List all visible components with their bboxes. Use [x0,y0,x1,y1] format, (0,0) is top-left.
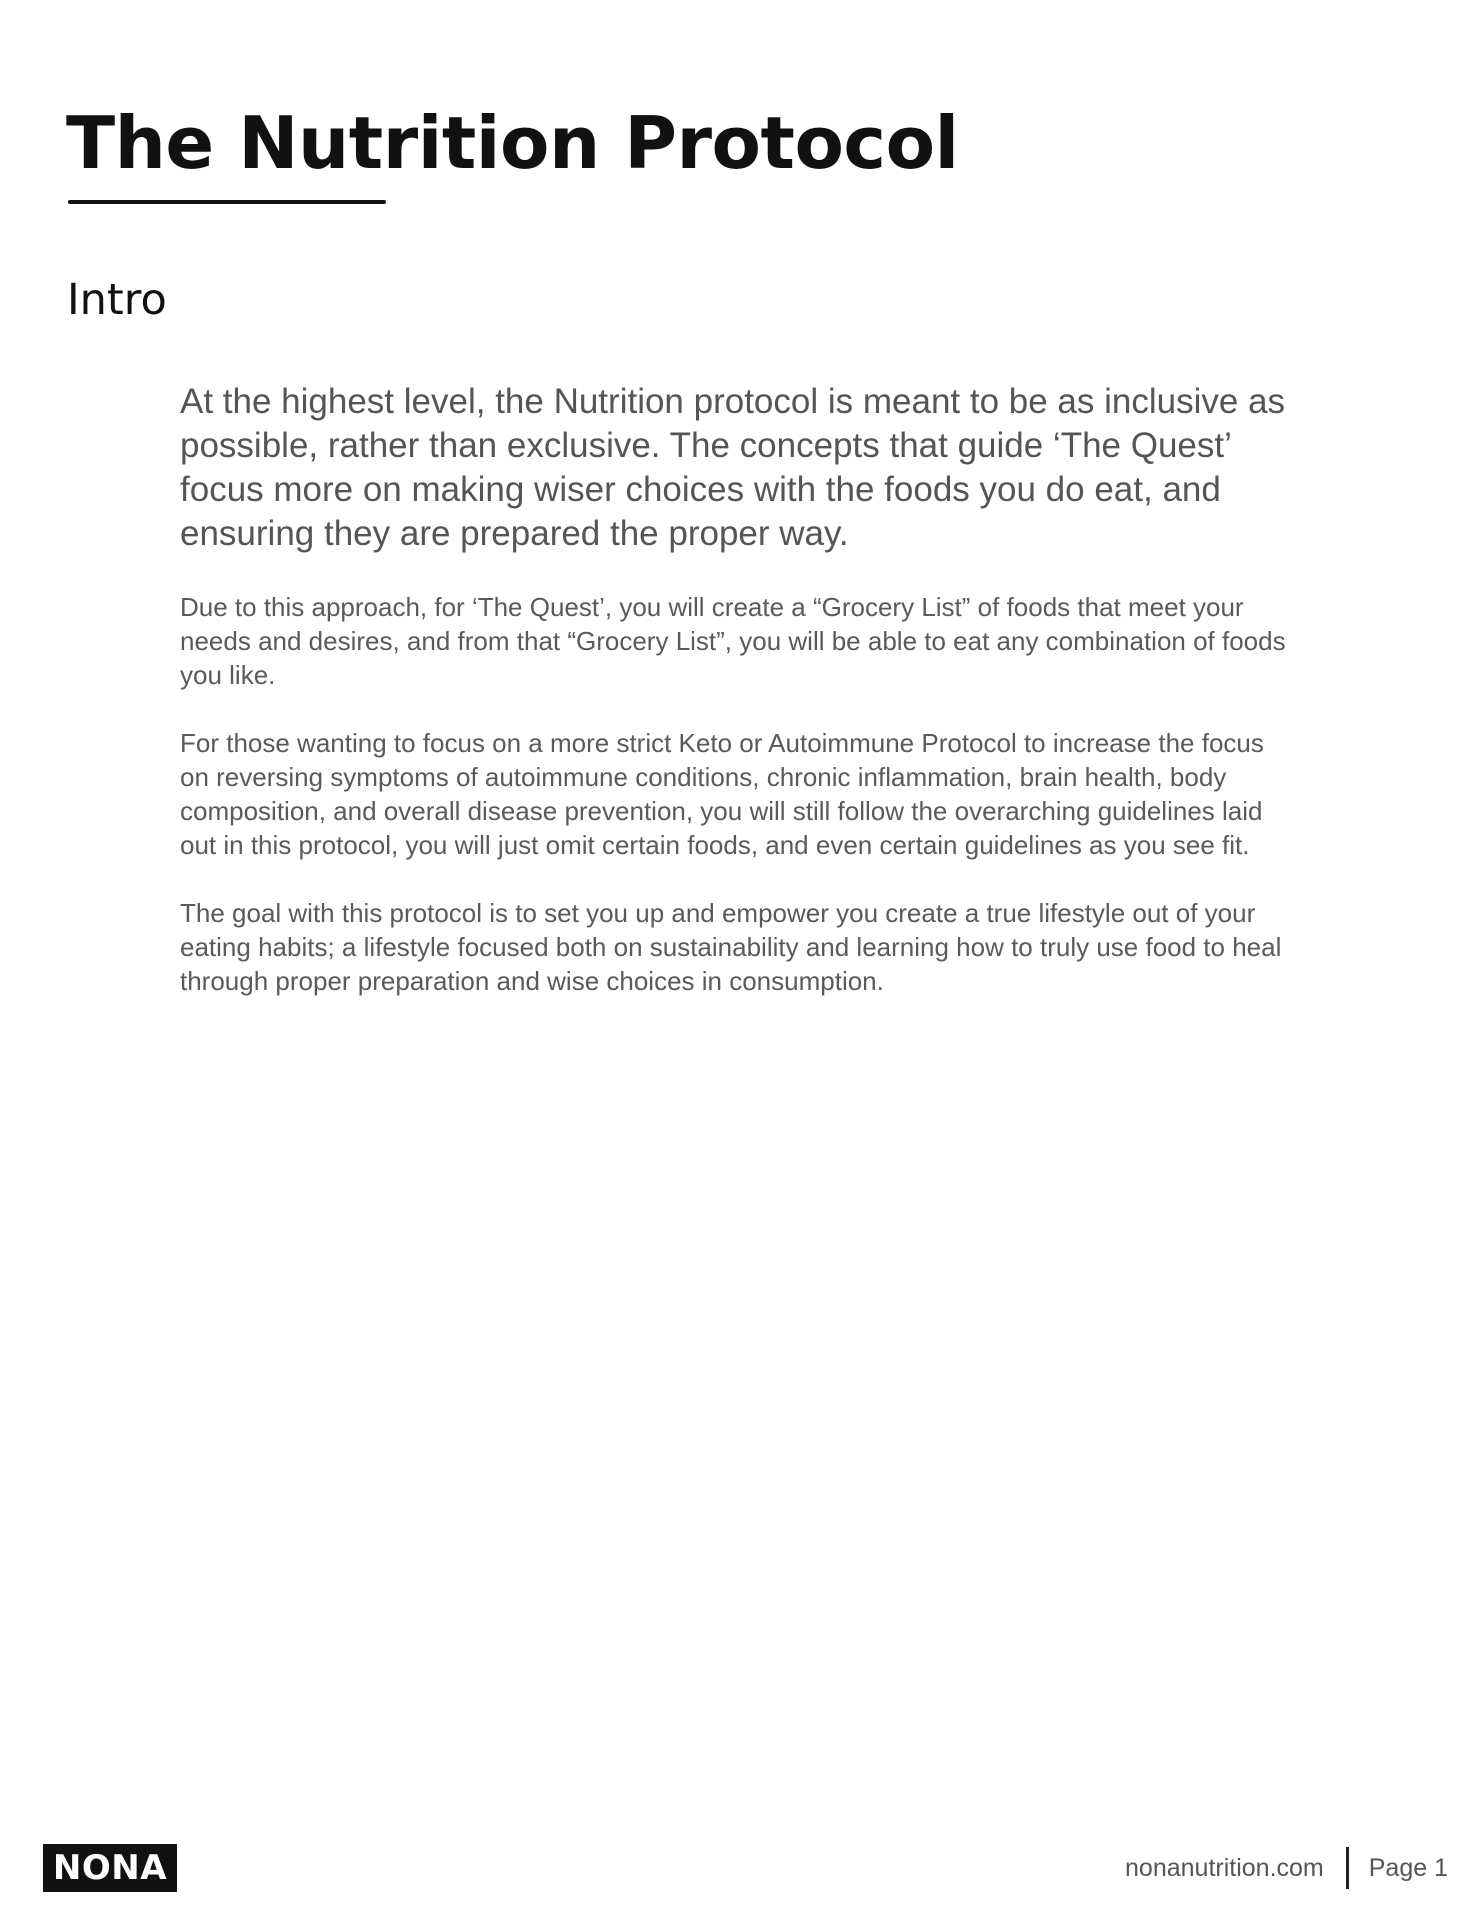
page-title: The Nutrition Protocol [66,101,959,185]
website-link[interactable]: nonanutrition.com [1125,1853,1324,1882]
intro-content [180,380,1300,1032]
body-paragraph: For those wanting to focus on a more strict Keto or Autoimmune Protocol to increase the focus on reversing symptoms of autoimmune conditions, chronic inflammation, brain health, body composition, and overall disease prevention, you will still follow the overarching guidelines laid out in this protocol, you will just omit certain foods, and even certain guidelines as you see fit. [180,728,1264,860]
lead-paragraph: At the highest level, the Nutrition protocol is meant to be as inclusive as possible, rather than exclusive. The concepts that guide ‘The Quest’ focus more on making wiser choices with the foods you do eat, and ensuring they are prepared the proper way. [180,382,1286,553]
logo-text: NONA [52,1848,168,1888]
page-number: Page 1 [1368,1853,1448,1882]
body-paragraph: Due to this approach, for ‘The Quest’, you will create a “Grocery List” of foods that meet your needs and desires, and from that “Grocery List”, you will be able to eat any combination of foods you like. [180,592,1286,690]
footer-divider [1346,1847,1349,1889]
footer-info [1125,1844,1448,1892]
body-paragraph: The goal with this protocol is to set you up and empower you create a true lifestyle out of your eating habits; a lifestyle focused both on sustainability and learning how to truly use food to heal through proper preparation and wise choices in consumption. [180,898,1282,996]
section-heading: Intro [67,275,167,325]
nona-logo [43,1844,177,1892]
title-underline [68,200,386,204]
